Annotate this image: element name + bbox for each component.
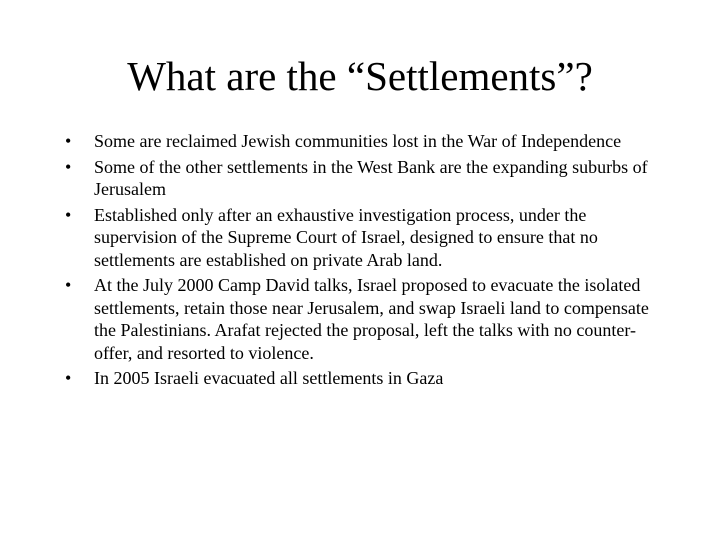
slide-title: What are the “Settlements”? [127,53,593,99]
bullet-icon: • [65,204,72,225]
bullet-icon: • [65,275,72,295]
bullet-text: Some of the other settlements in the West Bank are the expanding suburbs of Jerusalem [94,156,648,199]
bullet-icon: • [65,156,72,177]
bullet-item-4 [60,274,670,364]
bullet-item-5 [60,367,670,390]
bullet-text: Some are reclaimed Jewish communities lost in the War of Independence [94,131,622,151]
bullet-icon: • [65,368,72,388]
bullet-text: At the July 2000 Camp David talks, Israel proposed to evacuate the isolated settlements, retain those near Jerusalem, and swap Israeli land to compensate the Palestinians. Arafat rejected the proposal, left the talks with no counter-offer, and resorted to violence. [94,275,649,363]
bullet-text: Established only after an exhaustive investigation process, under the supervision of the Supreme Court of Israel, designed to ensure that no settlements are established on private Arab land. [94,204,598,270]
bullet-item-3 [60,204,670,272]
bullet-item-1 [60,130,670,153]
bullet-text: In 2005 Israeli evacuated all settlements in Gaza [94,368,444,388]
bullet-icon: • [65,131,72,151]
bullet-list [60,130,670,393]
bullet-item-2 [60,156,670,201]
